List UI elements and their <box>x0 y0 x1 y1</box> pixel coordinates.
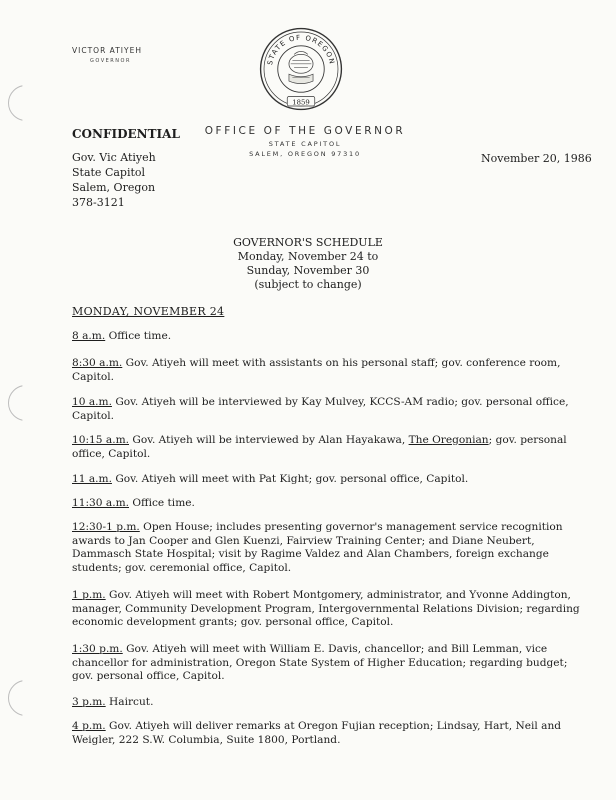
entry-time: 11 a.m. <box>72 473 112 485</box>
svg-text:STATE OF OREGON <box>266 34 336 66</box>
schedule-entry <box>72 589 584 630</box>
entry-text: Haircut. <box>109 696 154 708</box>
contact-block <box>72 150 156 210</box>
newspaper-name: The Oregonian <box>408 434 489 446</box>
state-seal-icon <box>258 26 344 112</box>
entry-time: 12:30-1 p.m. <box>72 521 140 533</box>
entry-text: Gov. Atiyeh will meet with assistants on his personal staff; gov. conference room, Capitol. <box>72 357 561 383</box>
schedule-entry <box>72 357 584 384</box>
schedule-note: (subject to change) <box>254 278 362 291</box>
entry-time: 3 p.m. <box>72 696 106 708</box>
schedule-entry <box>72 696 584 710</box>
schedule-entry <box>72 434 584 461</box>
seal-ring-text: STATE OF OREGON <box>266 33 337 66</box>
entry-time: 8:30 a.m. <box>72 357 123 369</box>
schedule-entry <box>72 497 584 511</box>
schedule-entry <box>72 720 584 747</box>
office-address-line2: SALEM, OREGON 97310 <box>249 150 361 158</box>
schedule-entry <box>72 643 584 684</box>
binder-hole-mark <box>8 85 44 121</box>
entry-time: 1:30 p.m. <box>72 643 123 655</box>
contact-address: State Capitol <box>72 166 146 179</box>
office-address-line1: STATE CAPITOL <box>268 140 342 148</box>
contact-city: Salem, Oregon <box>72 181 156 194</box>
schedule-title: GOVERNOR'S SCHEDULE <box>233 236 383 249</box>
contact-name: Gov. Vic Atiyeh <box>72 151 156 164</box>
binder-hole-mark <box>8 680 44 716</box>
schedule-entry <box>72 396 584 423</box>
contact-phone: 378-3121 <box>72 196 125 209</box>
letterhead-governor-title: GOVERNOR <box>90 58 131 64</box>
seal-year: 1859 <box>292 98 310 107</box>
entry-text: Gov. Atiyeh will meet with William E. Davis, chancellor; and Bill Lemman, vice chancellor for administration, Oregon State System of Higher Education; regarding budget; gov. personal office, Capitol. <box>72 643 568 682</box>
document-date: November 20, 1986 <box>481 152 592 165</box>
day-heading: MONDAY, NOVEMBER 24 <box>72 305 225 318</box>
schedule-header <box>170 236 446 292</box>
confidential-label: CONFIDENTIAL <box>72 127 180 141</box>
schedule-range-start: Monday, November 24 to <box>237 250 379 263</box>
schedule-range-end: Sunday, November 30 <box>246 264 370 277</box>
entry-text: Gov. Atiyeh will meet with Pat Kight; gov. personal office, Capitol. <box>115 473 469 485</box>
entry-time: 10 a.m. <box>72 396 112 408</box>
entry-time: 10:15 a.m. <box>72 434 129 446</box>
letterhead-governor-name: VICTOR ATIYEH <box>72 46 142 55</box>
schedule-entry <box>72 330 584 344</box>
entry-text: Gov. Atiyeh will be interviewed by Kay Mulvey, KCCS-AM radio; gov. personal office, Capitol. <box>72 396 569 422</box>
entry-time: 11:30 a.m. <box>72 497 129 509</box>
entry-text: Office time. <box>132 497 195 509</box>
entry-time: 1 p.m. <box>72 589 106 601</box>
schedule-entry <box>72 521 584 575</box>
binder-hole-mark <box>8 385 44 421</box>
schedule-entry <box>72 473 584 487</box>
entry-time: 4 p.m. <box>72 720 106 732</box>
office-name: OFFICE OF THE GOVERNOR <box>204 125 406 137</box>
entry-text: Gov. Atiyeh will deliver remarks at Oregon Fujian reception; Lindsay, Hart, Neil and Weigler, 222 S.W. Columbia, Suite 1800, Portland. <box>72 720 562 746</box>
entry-text: ; gov. personal office, Capitol. <box>72 434 567 460</box>
entry-text: Gov. Atiyeh will be interviewed by Alan Hayakawa, <box>132 434 406 446</box>
entry-text: Open House; includes presenting governor's management service recognition awards to Jan Cooper and Glen Kuenzi, Fairview Training Center; and Diane Neubert, Dammasch State Hospital; visit by Ragime Valdez and Alan Chambers, foreign exchange students; gov. ceremonial office, Capitol. <box>72 521 563 574</box>
entry-time: 8 a.m. <box>72 330 106 342</box>
entry-text: Office time. <box>108 330 172 342</box>
entry-text: Gov. Atiyeh will meet with Robert Montgomery, administrator, and Yvonne Addington, manager, Community Development Program, Intergovernmental Relations Division; regarding economic development grants; gov. personal office, Capitol. <box>72 589 580 628</box>
